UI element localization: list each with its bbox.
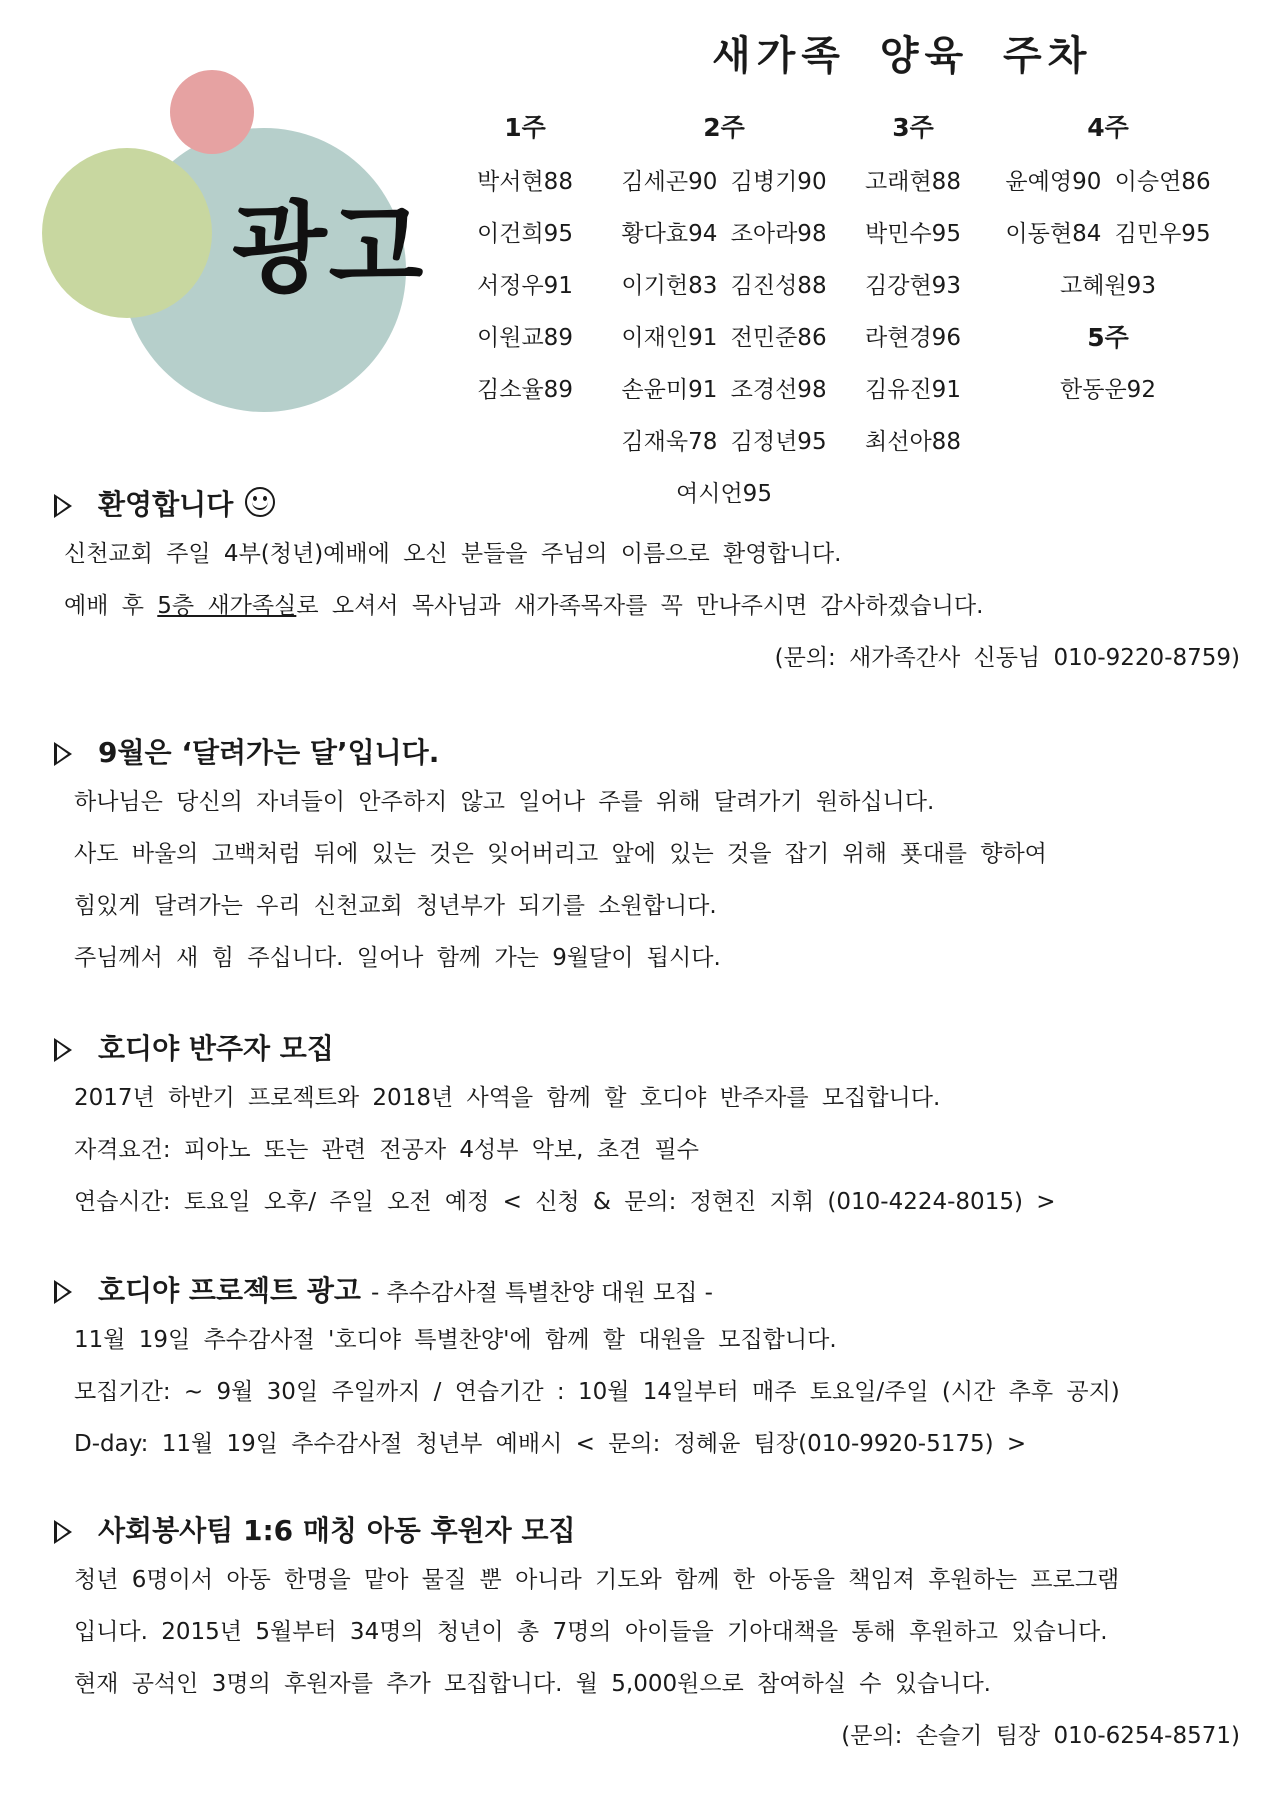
welcome-line [54,580,1240,632]
week1-name: 서정우91 [477,273,573,299]
welcome-contact: (문의: 새가족간사 신동님 010-9220-8759) [774,645,1240,671]
triangle-bullet-icon [54,742,72,766]
week4-column [990,108,1226,416]
hodia-accomp-title: 호디야 반주자 모집 [98,1032,334,1065]
week2-name: 여시언95 [676,481,772,507]
week2-name: 김세곤90 김병기90 [621,169,827,195]
hodia-accomp-line: 2017년 하반기 프로젝트와 2018년 사역을 함께 할 호디야 반주자를 모집합니다. [74,1085,941,1111]
hodia-accomp-heading [54,1026,1240,1072]
hodia-project-subtitle: - 추수감사절 특별찬양 대원 모집 - [370,1280,713,1306]
hodia-accomp-line: 자격요건: 피아노 또는 관련 전공자 4성부 악보, 초견 필수 [74,1137,699,1163]
september-line: 주님께서 새 힘 주십니다. 일어나 함께 가는 9월달이 됩시다. [74,945,721,971]
schedule-title: 새가족 양육 주차 [712,33,1093,79]
september-line: 하나님은 당신의 자녀들이 안주하지 않고 일어나 주를 위해 달려가기 원하십니다. [74,789,935,815]
week2-name: 황다효94 조아라98 [621,221,827,247]
week3-name: 김유진91 [865,377,961,403]
triangle-bullet-icon [54,1520,72,1544]
welcome-line2-post: 로 오셔서 목사님과 새가족목자를 꼭 만나주시면 감사하겠습니다. [296,593,984,619]
september-line: 힘있게 달려가는 우리 신천교회 청년부가 되기를 소원합니다. [74,893,717,919]
week2-name: 손윤미91 조경선98 [621,377,827,403]
week1-label: 1주 [504,113,546,142]
week4-name: 이동현84 김민우95 [1005,221,1211,247]
week5-name: 한동운92 [1060,377,1156,403]
week3-name: 김강현93 [865,273,961,299]
september-line: 사도 바울의 고백처럼 뒤에 있는 것은 잊어버리고 앞에 있는 것을 잡기 위해 푯대를 향하여 [74,841,1047,867]
september-section [54,730,1240,984]
week3-name: 최선아88 [865,429,961,455]
ad-title: 광고 [232,192,426,306]
week2-name: 이기헌83 김진성88 [621,273,827,299]
week3-name: 박민수95 [865,221,961,247]
hodia-project-line: 11월 19일 추수감사절 '호디야 특별찬양'에 함께 할 대원을 모집합니다. [74,1327,837,1353]
week1-name: 이건희95 [477,221,573,247]
social-service-contact: (문의: 손슬기 팀장 010-6254-8571) [841,1723,1240,1749]
social-service-title: 사회봉사팀 1:6 매칭 아동 후원자 모집 [98,1514,576,1547]
welcome-heading [54,482,1240,528]
week3-label: 3주 [892,113,934,142]
social-service-line: 입니다. 2015년 5월부터 34명의 청년이 총 7명의 아이들을 기아대책을 통해 후원하고 있습니다. [74,1619,1108,1645]
week2-name: 이재인91 전민준86 [621,325,827,351]
week1-column [460,108,590,416]
decorative-circle-pink [170,70,254,154]
week1-name: 김소율89 [477,377,573,403]
hodia-project-line: 모집기간: ~ 9월 30일 주일까지 / 연습기간 : 10월 14일부터 매주 토요일/주일 (시간 추후 공지) [74,1379,1120,1405]
september-heading [54,730,1240,776]
week1-name: 이원교89 [477,325,573,351]
hodia-accomp-line: 연습시간: 토요일 오후/ 주일 오전 예정 < 신청 & 문의: 정현진 지휘 (010-4224-8015) > [74,1189,1056,1215]
triangle-bullet-icon [54,1280,72,1304]
week1-name: 박서현88 [477,169,573,195]
welcome-title: 환영합니다 [98,488,234,521]
social-service-line: 현재 공석인 3명의 후원자를 추가 모집합니다. 월 5,000원으로 참여하실 수 있습니다. [74,1671,991,1697]
social-service-heading [54,1508,1240,1554]
welcome-place: 5층 새가족실 [157,593,297,619]
triangle-bullet-icon [54,1038,72,1062]
week4-name: 고혜원93 [1060,273,1156,299]
week2-column [606,108,842,520]
decorative-circle-green [42,148,212,318]
hodia-project-line: D-day: 11월 19일 추수감사절 청년부 예배시 < 문의: 정혜윤 팀장(010-9920-5175) > [74,1431,1027,1457]
week5-label: 5주 [1087,323,1129,352]
welcome-line2-pre: 예배 후 [64,593,158,619]
hodia-project-title: 호디야 프로젝트 광고 [98,1274,361,1307]
smiley-icon [245,487,275,517]
triangle-bullet-icon [54,494,72,518]
september-title: 9월은 ‘달려가는 달’입니다. [98,736,440,769]
hodia-project-section [54,1268,1240,1470]
week3-column [848,108,978,468]
week3-name: 라현경96 [865,325,961,351]
week4-name: 윤예영90 이승연86 [1005,169,1211,195]
week3-name: 고래현88 [865,169,961,195]
hodia-project-heading [54,1268,1240,1314]
social-service-section [54,1508,1240,1762]
hodia-accomp-section [54,1026,1240,1228]
welcome-section [54,482,1240,684]
week2-name: 김재욱78 김정년95 [621,429,827,455]
social-service-line: 청년 6명이서 아동 한명을 맡아 물질 뿐 아니라 기도와 함께 한 아동을 책임져 후원하는 프로그램 [74,1567,1120,1593]
week4-label: 4주 [1087,113,1129,142]
week2-label: 2주 [703,113,745,142]
welcome-line: 신천교회 주일 4부(청년)예배에 오신 분들을 주님의 이름으로 환영합니다. [64,541,842,567]
